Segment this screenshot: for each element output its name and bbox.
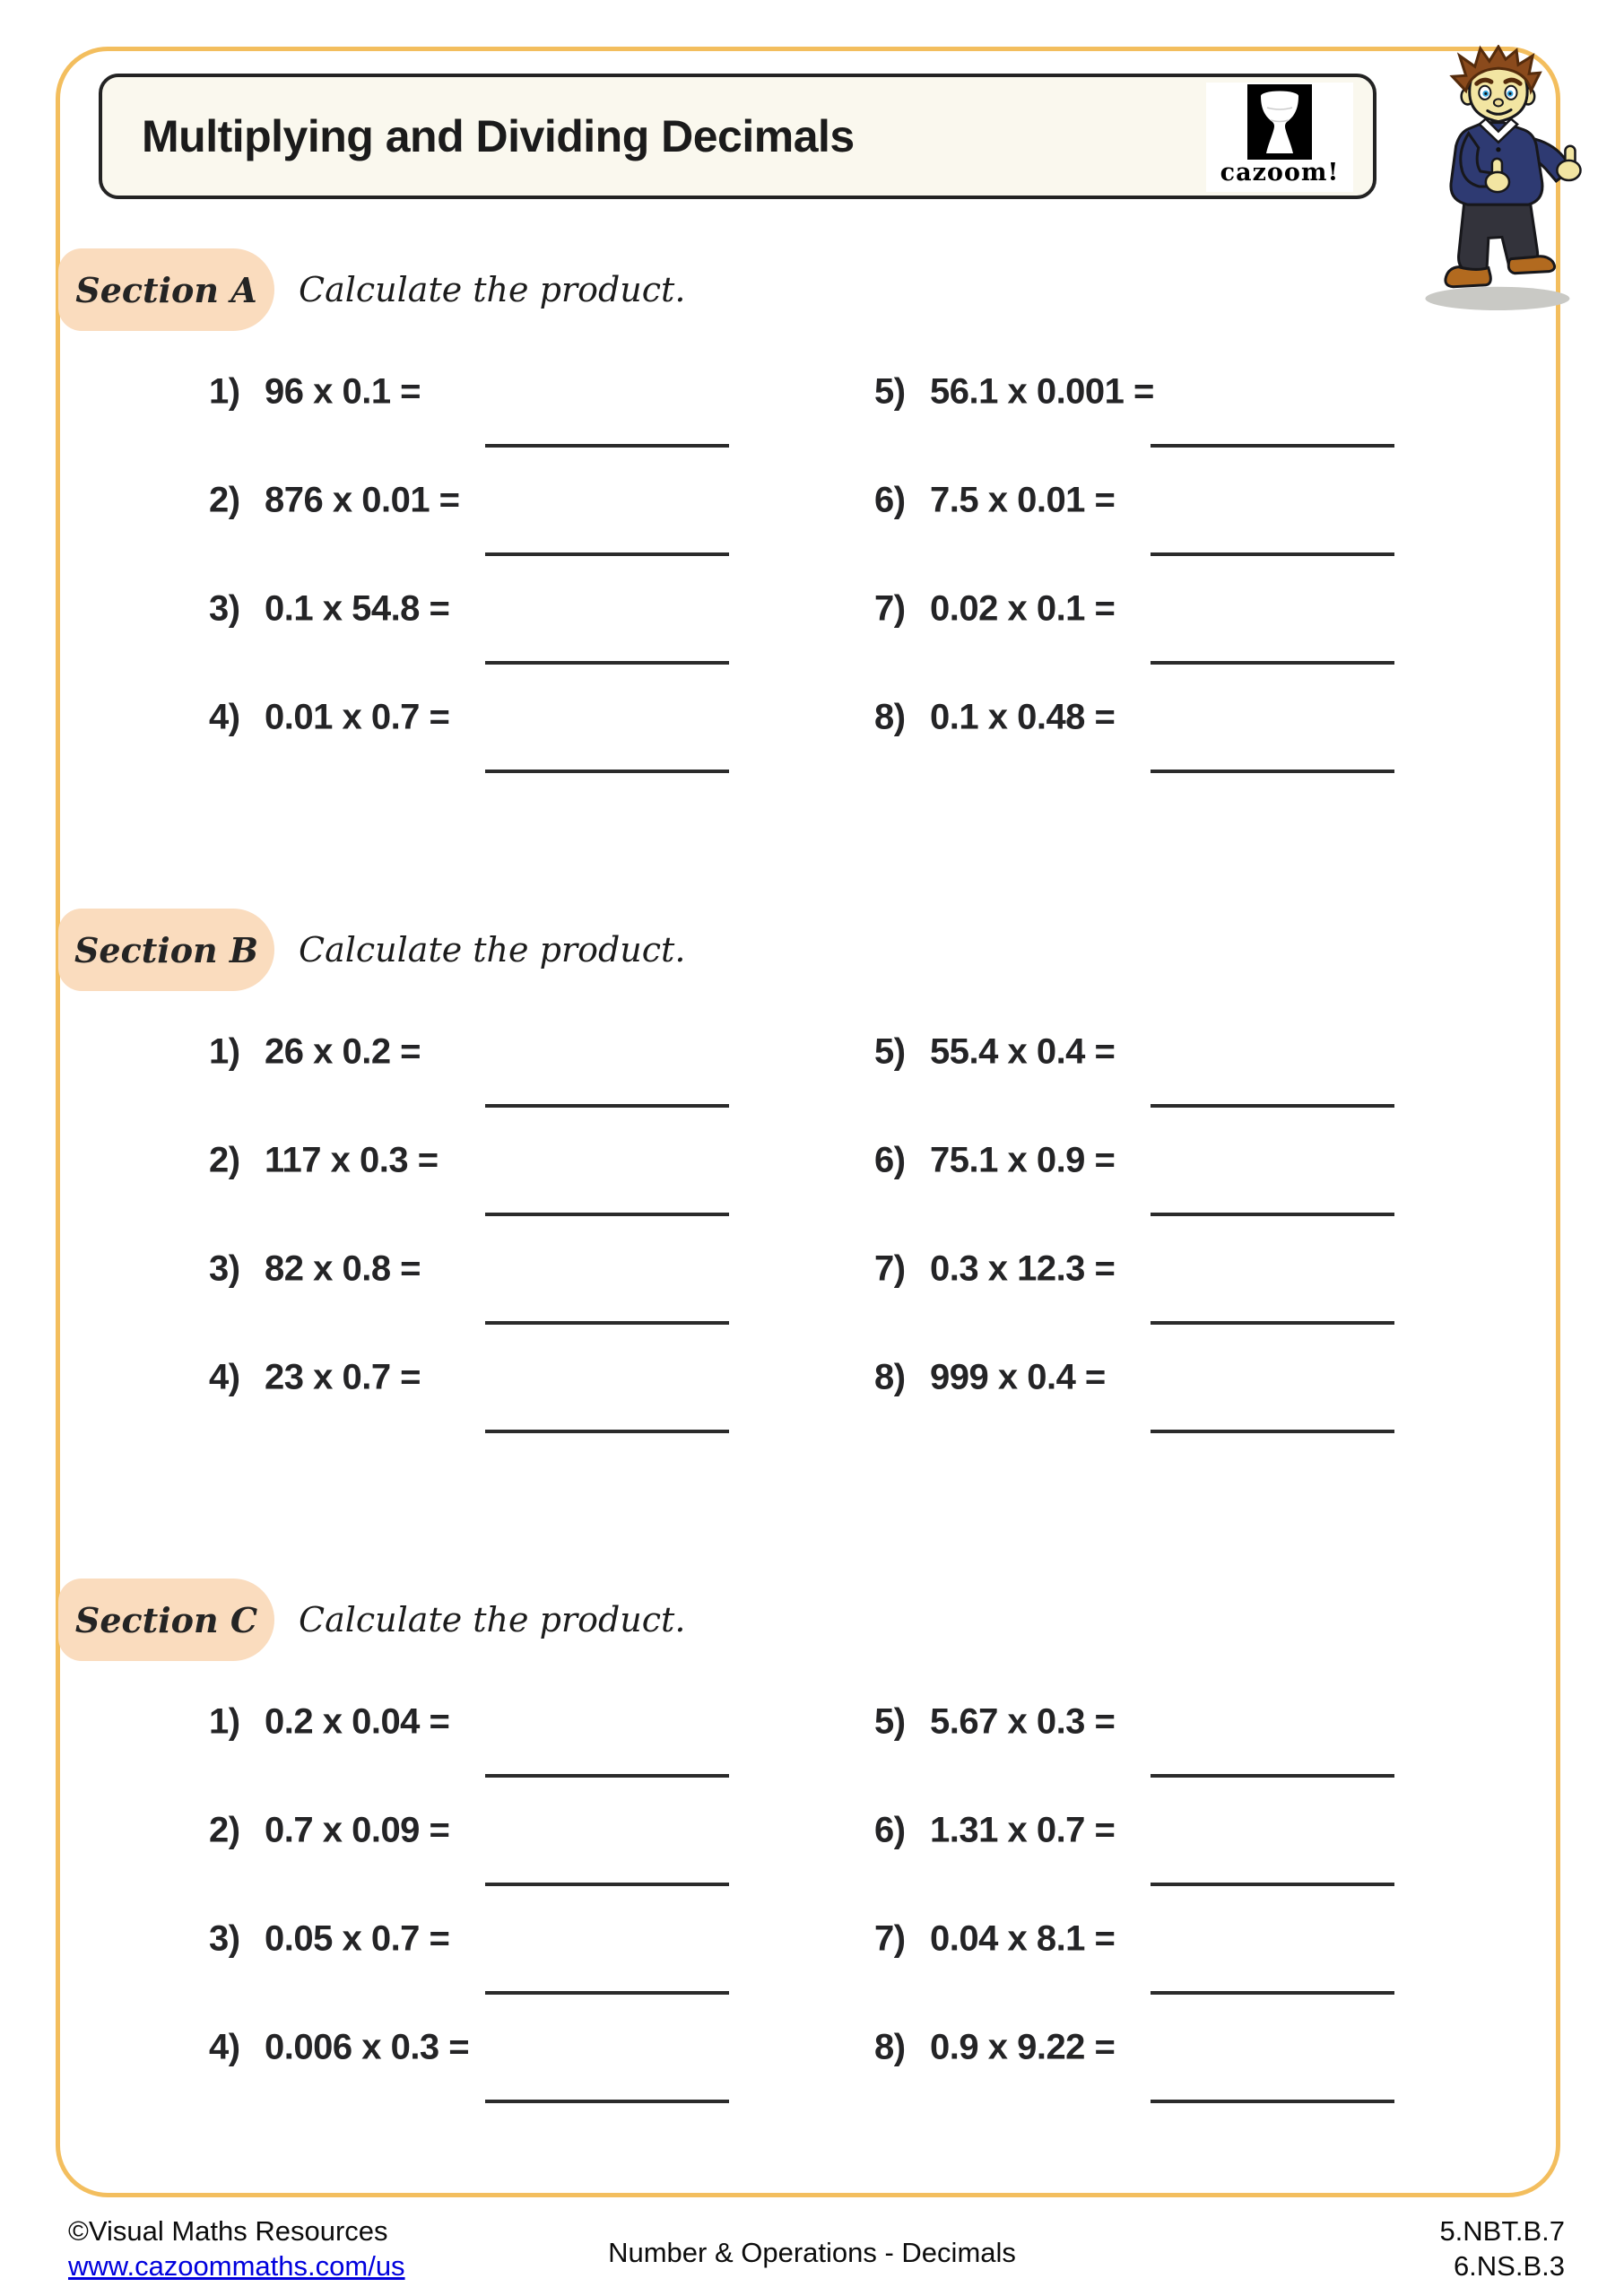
problem [209, 1358, 421, 1398]
problem-number: 3) [209, 1248, 240, 1289]
problem [209, 1032, 421, 1073]
answer-line [1151, 1774, 1394, 1778]
problem-number: 2) [209, 1140, 240, 1180]
answer-line [485, 1430, 729, 1433]
answer-line [1151, 1883, 1394, 1886]
problem-number: 6) [874, 1140, 906, 1180]
section-a [0, 248, 1624, 822]
problem-number: 1) [209, 371, 240, 412]
answer-line [485, 1104, 729, 1108]
section-instruction: Calculate the product. [299, 270, 686, 309]
problem-number: 8) [874, 697, 906, 737]
standard-code: 5.NBT.B.7 [1439, 2215, 1565, 2247]
djembe-drum-icon [1247, 84, 1312, 160]
problem [209, 1141, 439, 1181]
cazoom-logo-text: cazoom! [1220, 159, 1340, 187]
problem-number: 7) [874, 1918, 906, 1959]
problem [874, 2028, 1115, 2068]
footer-category: Number & Operations - Decimals [608, 2237, 1016, 2268]
section-c [0, 1578, 1624, 2152]
problem [874, 1032, 1115, 1073]
answer-line [1151, 1430, 1394, 1433]
website-link[interactable]: www.cazoommaths.com/us [68, 2250, 405, 2282]
problem [209, 589, 449, 630]
problem [874, 698, 1115, 738]
problem-expression: 0.01 x 0.7 = [265, 697, 450, 737]
problem-number: 4) [209, 697, 240, 737]
problem-expression: 876 x 0.01 = [265, 480, 460, 520]
problem-number: 5) [874, 1701, 906, 1742]
problem-expression: 75.1 x 0.9 = [930, 1140, 1116, 1180]
problem [874, 1141, 1115, 1181]
problem [874, 1249, 1115, 1290]
section-badge [58, 1578, 274, 1661]
problem-number: 5) [874, 1031, 906, 1072]
problem [209, 1811, 449, 1851]
answer-line [485, 552, 729, 556]
problem-number: 3) [209, 588, 240, 629]
copyright-text: ©Visual Maths Resources [68, 2215, 388, 2247]
section-instruction: Calculate the product. [299, 930, 686, 970]
problem-expression: 56.1 x 0.001 = [930, 371, 1154, 412]
answer-line [1151, 1991, 1394, 1995]
problem-number: 7) [874, 588, 906, 629]
problem [209, 2028, 469, 2068]
answer-line [485, 770, 729, 773]
problem-expression: 0.7 x 0.09 = [265, 1810, 450, 1850]
answer-line [1151, 1213, 1394, 1216]
problem-expression: 0.05 x 0.7 = [265, 1918, 450, 1959]
problem [209, 372, 421, 413]
page-title: Multiplying and Dividing Decimals [142, 111, 855, 161]
problem-number: 4) [209, 1357, 240, 1397]
problem-number: 8) [874, 1357, 906, 1397]
problem [874, 1358, 1106, 1398]
problem [874, 372, 1154, 413]
problem-expression: 55.4 x 0.4 = [930, 1031, 1116, 1072]
section-label: Section A [75, 269, 257, 310]
problem-number: 6) [874, 1810, 906, 1850]
answer-line [1151, 770, 1394, 773]
section-badge [58, 248, 274, 331]
footer-standards [1439, 2213, 1565, 2283]
section-b [0, 909, 1624, 1483]
answer-line [485, 1774, 729, 1778]
problem-expression: 82 x 0.8 = [265, 1248, 421, 1289]
answer-line [485, 2100, 729, 2103]
problem-number: 7) [874, 1248, 906, 1289]
answer-line [1151, 661, 1394, 665]
problem-number: 2) [209, 1810, 240, 1850]
answer-line [485, 1321, 729, 1325]
problem [209, 1919, 449, 1960]
problem-number: 1) [209, 1701, 240, 1742]
problem-number: 4) [209, 2027, 240, 2067]
section-instruction: Calculate the product. [299, 1600, 686, 1639]
problem-expression: 0.02 x 0.1 = [930, 588, 1116, 629]
standard-code: 6.NS.B.3 [1453, 2250, 1565, 2282]
problem [209, 1702, 449, 1743]
title-box [99, 74, 1376, 199]
section-badge [58, 909, 274, 991]
problem-expression: 7.5 x 0.01 = [930, 480, 1116, 520]
problem [874, 589, 1115, 630]
problem-expression: 1.31 x 0.7 = [930, 1810, 1116, 1850]
problem-expression: 5.67 x 0.3 = [930, 1701, 1116, 1742]
answer-line [485, 661, 729, 665]
problem [874, 481, 1115, 521]
problem [209, 1249, 421, 1290]
problem-number: 3) [209, 1918, 240, 1959]
section-label: Section B [74, 929, 259, 970]
problem-expression: 0.1 x 0.48 = [930, 697, 1116, 737]
problem-number: 2) [209, 480, 240, 520]
answer-line [485, 1991, 729, 1995]
problem-number: 8) [874, 2027, 906, 2067]
answer-line [485, 1213, 729, 1216]
problem [874, 1919, 1115, 1960]
answer-line [1151, 1321, 1394, 1325]
problem-expression: 0.2 x 0.04 = [265, 1701, 450, 1742]
section-label: Section C [74, 1599, 258, 1640]
answer-line [1151, 444, 1394, 448]
problem [209, 481, 460, 521]
problem-expression: 26 x 0.2 = [265, 1031, 421, 1072]
answer-line [485, 1883, 729, 1886]
problem-number: 6) [874, 480, 906, 520]
problem-expression: 117 x 0.3 = [265, 1140, 439, 1180]
problem-expression: 0.9 x 9.22 = [930, 2027, 1116, 2067]
problem-expression: 0.006 x 0.3 = [265, 2027, 470, 2067]
answer-line [1151, 1104, 1394, 1108]
problem-number: 1) [209, 1031, 240, 1072]
answer-line [1151, 552, 1394, 556]
problem-expression: 23 x 0.7 = [265, 1357, 421, 1397]
answer-line [485, 444, 729, 448]
cazoom-logo [1206, 83, 1353, 192]
problem [874, 1702, 1115, 1743]
problem [874, 1811, 1115, 1851]
problem-expression: 999 x 0.4 = [930, 1357, 1106, 1397]
problem-expression: 0.04 x 8.1 = [930, 1918, 1116, 1959]
problem-number: 5) [874, 371, 906, 412]
problem-expression: 96 x 0.1 = [265, 371, 421, 412]
problem [209, 698, 449, 738]
problem-expression: 0.3 x 12.3 = [930, 1248, 1116, 1289]
answer-line [1151, 2100, 1394, 2103]
problem-expression: 0.1 x 54.8 = [265, 588, 450, 629]
